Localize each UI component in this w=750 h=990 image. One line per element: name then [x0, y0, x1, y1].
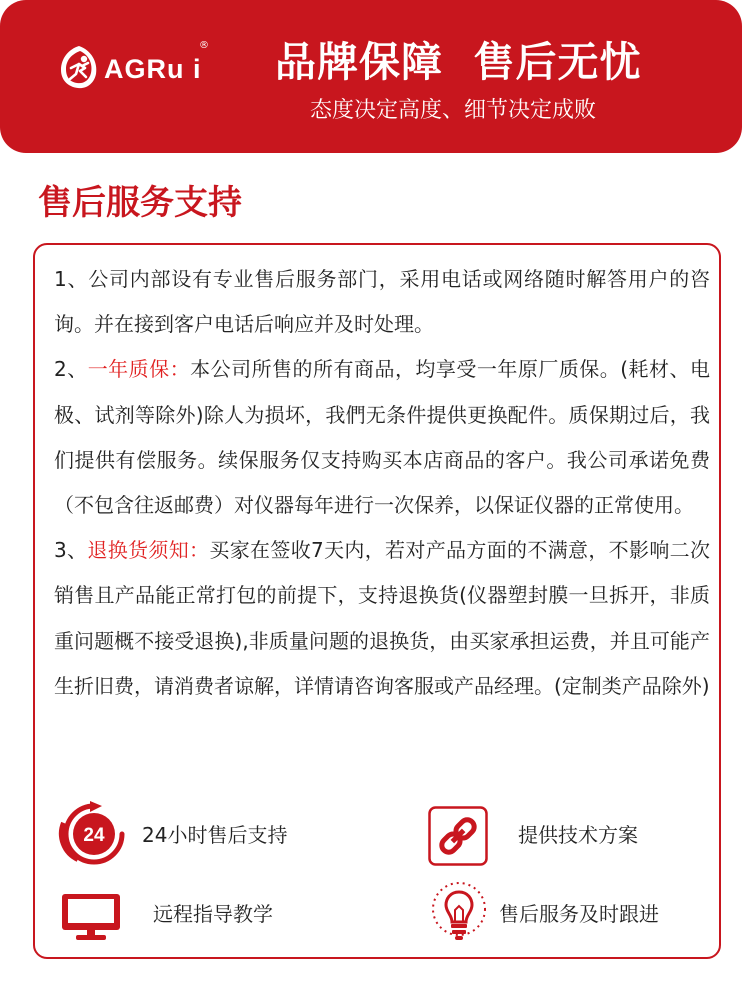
section-title: 售后服务支持 — [38, 183, 242, 223]
item-text: 本公司所售的所有商品，均享受一年原厂质保。(耗材、电极、试剂等除外)除人为损坏，我們无条件提供更换配件。质保期过后，我们提供有偿服务。续保服务仅支持购买本店商品的客户。我公司承诺免费（不包含往返邮费）对仪器每年进行一次保养，以保证仪器的正常使用。 — [54, 357, 711, 518]
headline: 品牌保障 售后无忧 — [275, 38, 642, 86]
brand-logo-icon — [58, 44, 100, 90]
feature-24h — [56, 801, 136, 867]
service-item-3 — [54, 528, 710, 709]
badge-24: 24 — [83, 825, 105, 846]
item-prefix: 3、 — [54, 538, 88, 563]
item-highlight: 退换货须知： — [87, 538, 210, 563]
lightbulb-icon — [430, 880, 488, 942]
link-icon — [428, 806, 488, 866]
subline: 态度决定高度、细节决定成败 — [310, 98, 597, 123]
item-prefix: 1、 — [54, 267, 89, 291]
feature-tech-label: 提供技术方案 — [518, 823, 638, 847]
feature-remote-label: 远程指导教学 — [153, 902, 273, 926]
feature-remote — [61, 893, 121, 941]
item-prefix: 2、 — [54, 357, 88, 382]
service-text — [54, 257, 710, 709]
service-item-1 — [54, 257, 710, 347]
header-banner — [0, 0, 742, 153]
service-item-2 — [54, 347, 710, 528]
item-text: 买家在签收7天内，若对产品方面的不满意，不影响二次销售且产品能正常打包的前提下，支持退换货(仪器塑封膜一旦拆开，非质重问题概不接受退换),非质量问题的退换货，由买家承担运费，并且可能产生折旧费，请消费者谅解，详情请咨询客服或产品经理。(定制类产品除外) — [54, 538, 710, 698]
item-text: 公司内部设有专业售后服务部门，采用电话或网络随时解答用户的咨询。并在接到客户电话后响应并及时处理。 — [54, 267, 710, 337]
feature-followup-label: 售后服务及时跟进 — [499, 902, 659, 926]
feature-followup — [430, 880, 488, 942]
brand-name: AGRu i — [104, 54, 202, 84]
monitor-icon — [61, 893, 121, 941]
feature-tech — [428, 806, 488, 866]
clock-24-icon — [56, 801, 136, 867]
registered-mark: ® — [199, 40, 209, 51]
feature-24h-label: 24小时售后支持 — [142, 823, 288, 847]
item-highlight: 一年质保： — [87, 357, 191, 382]
